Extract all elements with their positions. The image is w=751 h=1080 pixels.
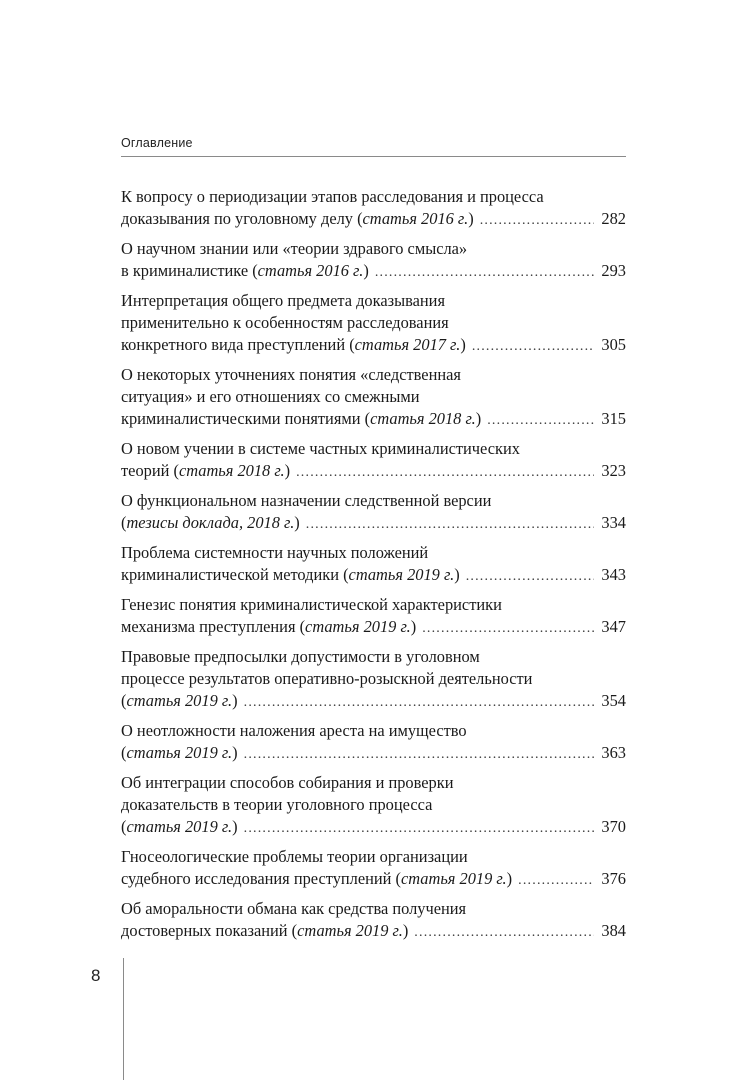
dot-leader (244, 744, 595, 766)
toc-entry-last-line (121, 742, 626, 764)
toc-entry-page-number[interactable]: 354 (601, 691, 626, 710)
toc-entry-title-line: Генезис понятия криминалистической характеристики (121, 595, 502, 614)
toc-entry-title-line: К вопросу о периодизации этапов расследования и процесса (121, 187, 544, 206)
toc-entry-page-number[interactable]: 347 (601, 617, 626, 636)
toc-entry-title-tail (121, 334, 466, 356)
header-rule (121, 156, 626, 157)
toc-entry-title-tail (121, 260, 369, 282)
toc-entry-note: статья 2019 г. (305, 617, 411, 636)
toc-entry-title-line: О новом учении в системе частных криминалистических (121, 439, 520, 458)
toc-entry-close-paren: ) (460, 335, 466, 354)
toc-entry-title-line: применительно к особенностям расследования (121, 313, 449, 332)
toc-entry-title-line: О функциональном назначении следственной версии (121, 491, 492, 510)
running-head: Оглавление (121, 136, 193, 150)
dot-leader (518, 870, 594, 892)
toc-entry-title-line: Об интеграции способов собирания и проверки (121, 773, 454, 792)
toc-entry-title-text: криминалистическими понятиями ( (121, 409, 371, 428)
toc-entry[interactable] (121, 364, 626, 430)
toc-entry-note: статья 2019 г. (126, 691, 233, 710)
toc-entry-title-text: теорий ( (121, 461, 179, 480)
toc-entry-last-line (121, 334, 626, 356)
toc-entry-close-paren: ) (294, 513, 300, 532)
toc-entry-note: статья 2018 г. (178, 461, 285, 480)
toc-entry-note: статья 2017 г. (354, 335, 461, 354)
toc-entry[interactable] (121, 290, 626, 356)
toc-entry-note: статья 2016 г. (362, 209, 469, 228)
dot-leader (375, 262, 595, 284)
toc-entry-title-text: судебного исследования преступлений ( (121, 869, 401, 888)
toc-entry-page-number[interactable]: 334 (601, 513, 626, 532)
toc-entry[interactable] (121, 646, 626, 712)
toc-entry-close-paren: ) (475, 409, 482, 428)
toc-entry-title-line: О неотложности наложения ареста на имущество (121, 721, 467, 740)
table-of-contents (121, 186, 626, 950)
toc-entry-title-tail (121, 920, 408, 942)
dot-leader (244, 692, 595, 714)
toc-entry-page-number[interactable]: 370 (601, 817, 626, 836)
toc-entry-page-number[interactable]: 384 (601, 921, 626, 940)
toc-entry-title-tail (121, 816, 238, 838)
toc-entry-page-number[interactable]: 305 (601, 335, 626, 354)
toc-entry-close-paren: ) (468, 209, 474, 228)
toc-entry-close-paren: ) (363, 261, 369, 280)
toc-entry-last-line (121, 564, 626, 586)
toc-entry-close-paren: ) (232, 743, 238, 762)
toc-entry-title-text: ( (121, 691, 127, 710)
toc-entry-note: тезисы доклада, 2018 г. (126, 513, 295, 532)
dot-leader (487, 410, 594, 432)
toc-entry-last-line (121, 868, 626, 890)
toc-entry-page-number[interactable]: 315 (601, 409, 626, 428)
toc-entry-close-paren: ) (232, 691, 238, 710)
toc-entry[interactable] (121, 772, 626, 838)
toc-entry-close-paren: ) (232, 817, 238, 836)
toc-entry-last-line (121, 260, 626, 282)
dot-leader (472, 336, 595, 358)
toc-entry-title-tail (121, 690, 238, 712)
toc-entry-last-line (121, 920, 626, 942)
toc-entry-title-text: ( (121, 817, 127, 836)
toc-entry-last-line (121, 208, 626, 230)
toc-entry[interactable] (121, 846, 626, 890)
toc-entry-page-number[interactable]: 363 (601, 743, 626, 762)
toc-entry-last-line (121, 512, 626, 534)
toc-entry[interactable] (121, 186, 626, 230)
toc-entry-note: статья 2019 г. (348, 565, 455, 584)
toc-entry-title-tail (121, 460, 290, 482)
toc-entry-title-tail (121, 742, 238, 764)
toc-entry[interactable] (121, 542, 626, 586)
toc-entry-title-text: криминалистической методики ( (121, 565, 349, 584)
toc-entry-title-line: О научном знании или «теории здравого смысла» (121, 239, 468, 258)
toc-entry-title-tail (121, 564, 460, 586)
toc-entry-close-paren: ) (402, 921, 409, 940)
toc-entry-last-line (121, 816, 626, 838)
toc-entry-note: статья 2019 г. (400, 869, 507, 888)
dot-leader (244, 818, 595, 840)
toc-entry-title-text: ( (121, 743, 127, 762)
toc-entry[interactable] (121, 898, 626, 942)
toc-entry[interactable] (121, 490, 626, 534)
dot-leader (466, 566, 595, 588)
toc-entry-last-line (121, 690, 626, 712)
toc-entry-page-number[interactable]: 343 (601, 565, 626, 584)
toc-entry-note: статья 2016 г. (257, 261, 364, 280)
toc-entry-note: статья 2019 г. (297, 921, 403, 940)
toc-entry-title-tail (121, 616, 416, 638)
toc-entry-title-text: в криминалистике ( (121, 261, 258, 280)
toc-entry-title-line: процессе результатов оперативно-розыскной деятельности (121, 669, 533, 688)
margin-rule (123, 958, 124, 1080)
dot-leader (480, 210, 595, 232)
page-number: 8 (91, 966, 101, 985)
toc-entry-title-line: О некоторых уточнениях понятия «следственная (121, 365, 461, 384)
toc-entry-title-line: доказательств в теории уголовного процесса (121, 795, 433, 814)
toc-entry-title-tail (121, 868, 512, 890)
dot-leader (306, 514, 595, 536)
toc-entry-page-number[interactable]: 323 (601, 461, 626, 480)
toc-entry-title-line: Гносеологические проблемы теории организации (121, 847, 468, 866)
toc-entry-note: статья 2019 г. (126, 743, 233, 762)
dot-leader (296, 462, 594, 484)
toc-entry-last-line (121, 408, 626, 430)
toc-entry-page-number[interactable]: 282 (601, 209, 626, 228)
toc-entry-last-line (121, 616, 626, 638)
dot-leader (422, 618, 594, 640)
toc-entry-title-text: механизма преступления ( (121, 617, 306, 636)
toc-entry-title-text: ( (121, 513, 127, 532)
toc-entry-close-paren: ) (410, 617, 417, 636)
toc-entry-close-paren: ) (454, 565, 460, 584)
toc-entry-title-tail (121, 408, 481, 430)
toc-entry-note: статья 2019 г. (126, 817, 233, 836)
toc-entry[interactable] (121, 438, 626, 482)
toc-entry[interactable] (121, 720, 626, 764)
toc-entry-title-tail (121, 512, 300, 534)
toc-entry[interactable] (121, 238, 626, 282)
toc-entry-title-line: Об аморальности обмана как средства получения (121, 899, 467, 918)
toc-entry-title-line: Проблема системности научных положений (121, 543, 429, 562)
toc-entry-title-text: конкретного вида преступлений ( (121, 335, 355, 354)
toc-entry-title-text: достоверных показаний ( (121, 921, 298, 940)
toc-entry-note: статья 2018 г. (370, 409, 476, 428)
toc-entry-title-text: доказывания по уголовному делу ( (121, 209, 363, 228)
toc-entry-page-number[interactable]: 293 (601, 261, 626, 280)
toc-entry-title-tail (121, 208, 474, 230)
toc-entry[interactable] (121, 594, 626, 638)
toc-entry-title-line: ситуация» и его отношениях со смежными (121, 387, 420, 406)
toc-entry-close-paren: ) (506, 869, 513, 888)
toc-entry-close-paren: ) (284, 461, 291, 480)
toc-entry-page-number[interactable]: 376 (601, 869, 626, 888)
toc-entry-title-line: Правовые предпосылки допустимости в уголовном (121, 647, 480, 666)
toc-entry-last-line (121, 460, 626, 482)
dot-leader (414, 922, 594, 944)
toc-entry-title-line: Интерпретация общего предмета доказывания (121, 291, 445, 310)
